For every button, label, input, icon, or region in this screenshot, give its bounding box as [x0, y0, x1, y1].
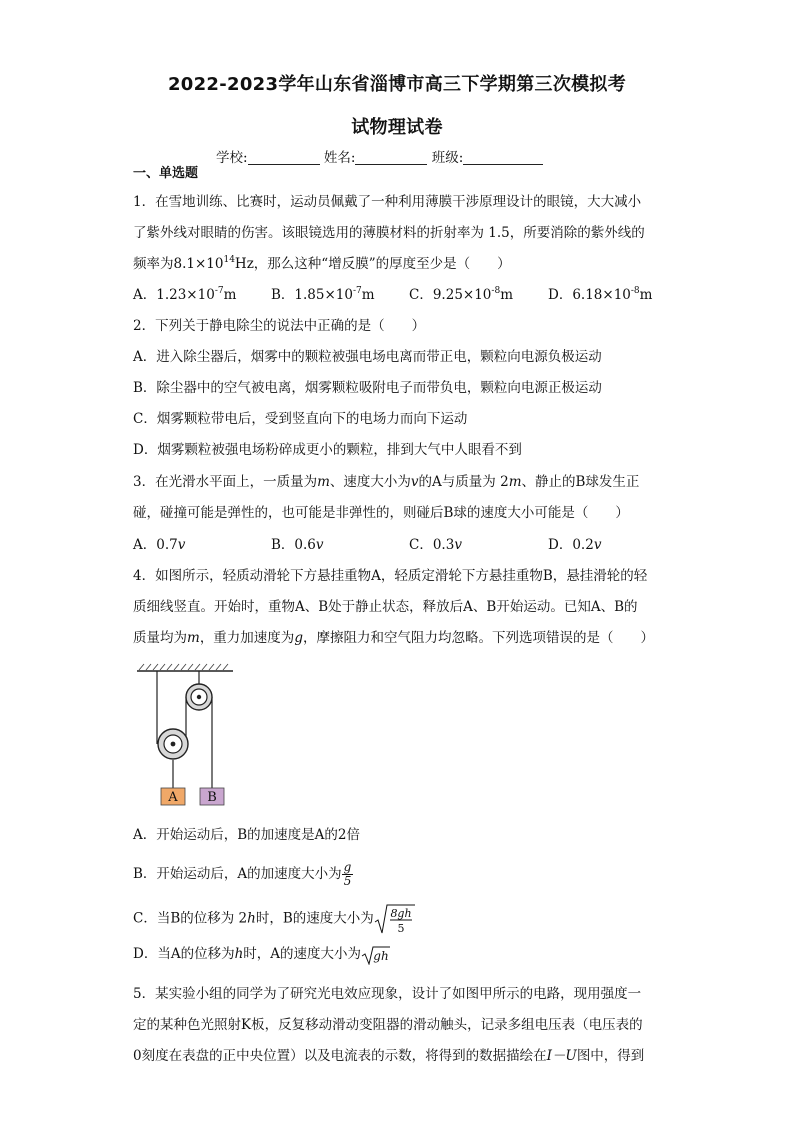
q1-option-a[interactable]: A．$1.23\times 10^{-7}m$	[133, 286, 237, 303]
q4-option-d[interactable]: D．当A的位移为h时，A的速度大小为 gh	[133, 944, 391, 965]
fraction-g-over-5: $\frac{g}{5}$	[343, 860, 352, 888]
q1-option-d[interactable]: D．$6.18\times 10^{-8}m$	[548, 286, 653, 303]
weight-a-label: A	[168, 790, 178, 805]
q3-option-b[interactable]: B．0.6v	[271, 537, 324, 553]
q3-option-c[interactable]: C．0.3v	[409, 537, 462, 553]
school-field[interactable]	[248, 150, 320, 165]
q4-option-a[interactable]: A．开始运动后，B的加速度是A的2倍	[133, 827, 361, 843]
q3-option-d[interactable]: D．0.2v	[548, 537, 602, 553]
q5-line3: 0刻度在表盘的正中央位置）以及电流表的示数，将得到的数据描绘在I－U图中，得到	[133, 1048, 645, 1064]
svg-text:gh: gh	[373, 948, 389, 963]
svg-text:8gh: 8gh	[390, 907, 412, 920]
class-label: 班级:	[431, 150, 464, 166]
ceiling-hatching	[139, 664, 228, 670]
q2-stem: 2．下列关于静电除尘的说法中正确的是（ ）	[133, 318, 426, 334]
q1-option-c[interactable]: C．$9.25\times 10^{-8}m$	[409, 286, 513, 303]
q1-line3: 频率为$8.1\times 10^{14}Hz$，那么这种“增反膜”的厚度至少是（ ）	[133, 255, 511, 272]
q4-line2: 质细线竖直。开始时，重物A、B处于静止状态，释放后A、B开始运动。已知A、B的	[133, 599, 638, 615]
name-field[interactable]	[355, 150, 427, 165]
pulley-diagram	[133, 662, 243, 808]
q3-line2: 碰，碰撞可能是弹性的，也可能是非弹性的，则碰后B球的速度大小可能是（ ）	[133, 505, 629, 521]
school-label: 学校:	[216, 150, 248, 166]
q1-option-b[interactable]: B．$1.85\times 10^{-7}m$	[271, 286, 375, 303]
class-field[interactable]	[463, 150, 543, 165]
q4-option-c[interactable]: C．当B的位移为 2h时，B的速度大小为 8gh 5	[133, 903, 416, 935]
q5-line1: 5．某实验小组的同学为了研究光电效应现象，设计了如图甲所示的电路，现用强度一	[133, 986, 642, 1002]
q4-option-b[interactable]: B．开始运动后，A的加速度大小为 $\frac{g}{5}$	[133, 860, 352, 888]
exam-title-line1: 2022-2023学年山东省淄博市高三下学期第三次模拟考	[167, 74, 627, 95]
q2-option-a[interactable]: A．进入除尘器后，烟雾中的颗粒被强电场电离而带正电，颗粒向电源负极运动	[133, 349, 602, 365]
q3-line1: 3．在光滑水平面上，一质量为m、速度大小为v的A与质量为 2m、静止的B球发生正	[133, 474, 640, 490]
sqrt-gh	[361, 944, 391, 965]
q4-line3: 质量均为m，重力加速度为g，摩擦阻力和空气阻力均忽略。下列选项错误的是（ ）	[133, 630, 654, 646]
q1-line1: 1．在雪地训练、比赛时，运动员佩戴了一种利用薄膜干涉原理设计的眼镜，大大减小	[133, 194, 642, 210]
fixed-pulley	[186, 684, 212, 710]
svg-text:5: 5	[397, 922, 405, 935]
student-info-row	[216, 146, 543, 166]
name-label: 姓名:	[323, 150, 356, 166]
q5-line2: 定的某种色光照射K板，反复移动滑动变阻器的滑动触头，记录多组电压表（电压表的	[133, 1017, 643, 1033]
exam-title-line2: 试物理试卷	[351, 117, 443, 138]
movable-pulley	[158, 729, 188, 759]
q3-option-a[interactable]: A．0.7v	[133, 537, 186, 553]
q2-option-d[interactable]: D．烟雾颗粒被强电场粉碎成更小的颗粒，排到大气中人眼看不到	[133, 442, 522, 458]
section-title: 一、单选题	[133, 166, 199, 181]
sqrt-8gh-over-5	[374, 903, 416, 935]
q2-option-c[interactable]: C．烟雾颗粒带电后，受到竖直向下的电场力而向下运动	[133, 411, 468, 427]
q2-option-b[interactable]: B．除尘器中的空气被电离，烟雾颗粒吸附电子而带负电，颗粒向电源正极运动	[133, 380, 602, 396]
q4-line1: 4．如图所示，轻质动滑轮下方悬挂重物A，轻质定滑轮下方悬挂重物B，悬挂滑轮的轻	[133, 568, 648, 584]
weight-b-label: B	[207, 790, 217, 805]
q1-line2: 了紫外线对眼睛的伤害。该眼镜选用的薄膜材料的折射率为 1.5，所要消除的紫外线的	[133, 225, 645, 241]
